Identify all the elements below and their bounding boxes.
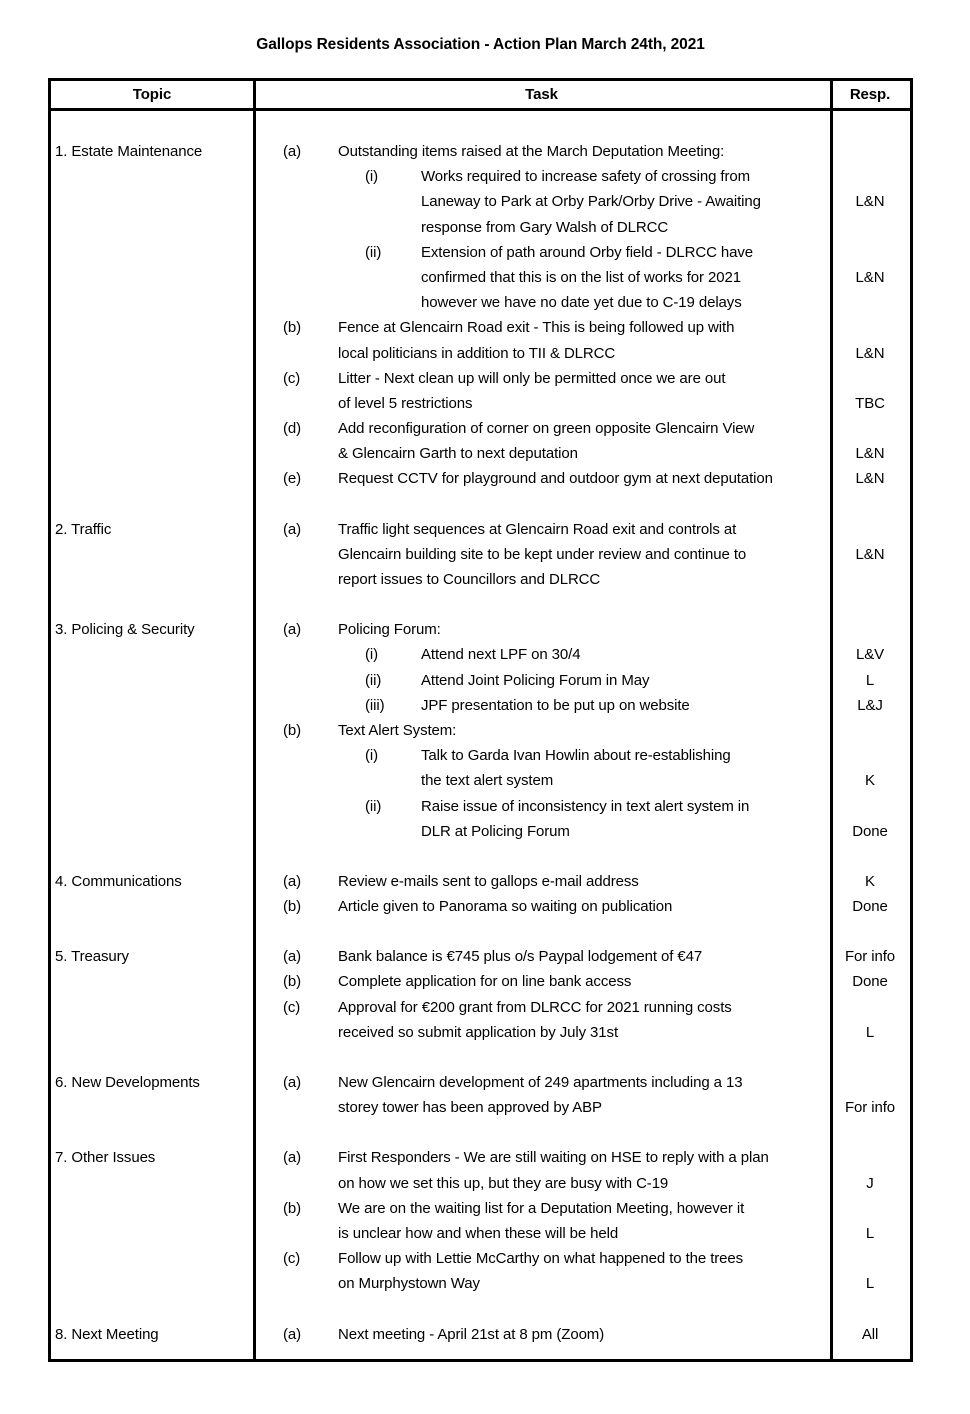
topic-cell xyxy=(51,366,253,391)
item-text: Review e-mails sent to gallops e-mail address xyxy=(338,872,639,890)
column-divider xyxy=(253,81,256,1359)
table-row xyxy=(51,869,910,894)
item-marker: (ii) xyxy=(365,797,382,815)
item-marker: (a) xyxy=(283,1074,302,1091)
task-cell xyxy=(253,517,830,542)
topic-cell xyxy=(51,794,253,819)
task-cell xyxy=(253,1221,830,1246)
table-row xyxy=(51,1070,910,1095)
topic-cell xyxy=(51,617,253,642)
task-cell xyxy=(253,1020,830,1045)
resp-cell xyxy=(830,1246,910,1271)
topic-label: 2. Traffic xyxy=(55,520,112,538)
task-cell xyxy=(253,668,830,693)
resp-cell xyxy=(830,1322,910,1347)
task-cell xyxy=(253,894,830,919)
task-cell xyxy=(253,718,830,743)
topic-cell xyxy=(51,995,253,1020)
item-marker: (c) xyxy=(283,369,301,387)
table-row xyxy=(51,768,910,793)
topic-cell xyxy=(51,718,253,743)
task-cell xyxy=(253,542,830,567)
table-row xyxy=(51,1145,910,1170)
resp-cell xyxy=(830,189,910,214)
task-cell xyxy=(253,1246,830,1271)
task-cell xyxy=(253,944,830,969)
item-text: Follow up with Lettie McCarthy on what happened to the trees xyxy=(338,1250,744,1268)
item-text: however we have no date yet due to C-19 delays xyxy=(421,294,742,312)
item-text: Request CCTV for playground and outdoor gym at next deputation xyxy=(338,470,773,488)
resp-cell xyxy=(830,642,910,667)
table-row xyxy=(51,441,910,466)
resp-cell xyxy=(830,1171,910,1196)
task-cell xyxy=(253,341,830,366)
task-cell xyxy=(253,1095,830,1120)
spacer-row xyxy=(51,844,910,869)
table-row xyxy=(51,1020,910,1045)
resp-cell xyxy=(830,240,910,265)
task-cell xyxy=(253,693,830,718)
table-row xyxy=(51,315,910,340)
resp-value: Done xyxy=(852,973,888,991)
task-cell xyxy=(253,189,830,214)
item-text: Talk to Garda Ivan Howlin about re-establishing xyxy=(421,747,731,765)
task-cell xyxy=(253,969,830,994)
item-text: & Glencairn Garth to next deputation xyxy=(338,445,578,463)
resp-cell xyxy=(830,1020,910,1045)
topic-cell xyxy=(51,969,253,994)
item-text: on Murphystown Way xyxy=(338,1275,480,1293)
resp-cell xyxy=(830,1145,910,1170)
resp-cell xyxy=(830,944,910,969)
item-text: First Responders - We are still waiting on HSE to reply with a plan xyxy=(338,1149,769,1167)
topic-cell xyxy=(51,290,253,315)
item-marker: (b) xyxy=(283,721,302,739)
task-cell xyxy=(253,164,830,189)
topic-label: 3. Policing & Security xyxy=(55,621,195,639)
resp-cell xyxy=(830,819,910,844)
topic-label: 5. Treasury xyxy=(55,948,129,966)
resp-cell xyxy=(830,1196,910,1221)
table-row xyxy=(51,718,910,743)
resp-cell xyxy=(830,718,910,743)
task-cell xyxy=(253,1322,830,1347)
spacer-row xyxy=(51,1045,910,1070)
task-cell xyxy=(253,441,830,466)
table-row xyxy=(51,1322,910,1347)
item-marker: (iii) xyxy=(365,696,385,714)
item-marker: (b) xyxy=(283,973,302,991)
topic-cell xyxy=(51,139,253,164)
topic-cell xyxy=(51,441,253,466)
resp-value: L&N xyxy=(855,445,885,463)
resp-cell xyxy=(830,290,910,315)
table-row xyxy=(51,341,910,366)
table-row xyxy=(51,969,910,994)
resp-cell xyxy=(830,366,910,391)
topic-cell xyxy=(51,240,253,265)
task-cell xyxy=(253,240,830,265)
resp-cell xyxy=(830,894,910,919)
topic-cell xyxy=(51,315,253,340)
item-text: Approval for €200 grant from DLRCC for 2021 running costs xyxy=(338,998,732,1016)
header-resp: Resp. xyxy=(849,86,891,103)
task-cell xyxy=(253,642,830,667)
item-text: Outstanding items raised at the March Deputation Meeting: xyxy=(338,143,725,160)
resp-value: L&N xyxy=(855,193,885,211)
topic-cell xyxy=(51,567,253,592)
resp-cell xyxy=(830,1221,910,1246)
topic-cell xyxy=(51,542,253,567)
resp-value: L&N xyxy=(855,268,885,286)
topic-label: 6. New Developments xyxy=(55,1074,200,1091)
topic-cell xyxy=(51,1271,253,1296)
item-text: Policing Forum: xyxy=(338,621,441,639)
table-row xyxy=(51,1246,910,1271)
item-text: Litter - Next clean up will only be permitted once we are out xyxy=(338,369,726,387)
item-text: Extension of path around Orby field - DLRCC have xyxy=(421,243,754,261)
task-cell xyxy=(253,567,830,592)
item-text: DLR at Policing Forum xyxy=(421,822,570,840)
table-row xyxy=(51,1095,910,1120)
topic-cell xyxy=(51,1145,253,1170)
resp-cell xyxy=(830,869,910,894)
task-cell xyxy=(253,617,830,642)
task-cell xyxy=(253,869,830,894)
topic-label: 7. Other Issues xyxy=(55,1149,156,1167)
table-row xyxy=(51,416,910,441)
table-row xyxy=(51,1171,910,1196)
resp-value: J xyxy=(866,1174,874,1192)
table-row xyxy=(51,668,910,693)
resp-value: K xyxy=(865,872,875,890)
item-text: Laneway to Park at Orby Park/Orby Drive - Awaiting xyxy=(421,193,761,211)
header-task: Task xyxy=(525,86,558,103)
topic-cell xyxy=(51,642,253,667)
topic-cell xyxy=(51,416,253,441)
topic-cell xyxy=(51,1095,253,1120)
page-title: Gallops Residents Association - Action Plan March 24th, 2021 xyxy=(256,36,705,53)
table-row xyxy=(51,794,910,819)
item-marker: (i) xyxy=(365,168,379,186)
topic-cell xyxy=(51,1020,253,1045)
topic-cell xyxy=(51,668,253,693)
task-cell xyxy=(253,265,830,290)
topic-cell xyxy=(51,1322,253,1347)
table-row xyxy=(51,1271,910,1296)
table-row xyxy=(51,189,910,214)
table-row xyxy=(51,517,910,542)
topic-label: 4. Communications xyxy=(55,872,182,890)
table-row xyxy=(51,391,910,416)
item-text: received so submit application by July 31st xyxy=(338,1023,619,1041)
item-text: JPF presentation to be put up on website xyxy=(421,696,690,714)
item-marker: (a) xyxy=(283,948,302,966)
topic-cell xyxy=(51,743,253,768)
resp-cell xyxy=(830,164,910,189)
item-text: Attend Joint Policing Forum in May xyxy=(421,671,650,689)
item-marker: (a) xyxy=(283,621,302,639)
item-marker: (a) xyxy=(283,143,302,160)
table-row xyxy=(51,995,910,1020)
table-header-row xyxy=(51,81,910,111)
header-topic: Topic xyxy=(132,86,172,103)
table-row xyxy=(51,642,910,667)
resp-value: L&N xyxy=(855,344,885,362)
resp-cell xyxy=(830,542,910,567)
resp-cell xyxy=(830,768,910,793)
topic-cell xyxy=(51,693,253,718)
item-text: Glencairn building site to be kept under review and continue to xyxy=(338,545,747,563)
table-row xyxy=(51,139,910,164)
resp-value: All xyxy=(861,1325,879,1343)
table-row xyxy=(51,466,910,491)
item-marker: (c) xyxy=(283,998,301,1016)
topic-cell xyxy=(51,768,253,793)
spacer-row xyxy=(51,1120,910,1145)
task-cell xyxy=(253,794,830,819)
resp-value: For info xyxy=(844,1099,896,1117)
table-row xyxy=(51,265,910,290)
item-text: Add reconfiguration of corner on green opposite Glencairn View xyxy=(338,420,755,438)
topic-cell xyxy=(51,517,253,542)
resp-cell xyxy=(830,995,910,1020)
item-marker: (a) xyxy=(283,872,302,890)
table-row xyxy=(51,542,910,567)
task-cell xyxy=(253,315,830,340)
topic-cell xyxy=(51,1221,253,1246)
topic-label: 1. Estate Maintenance xyxy=(55,143,203,160)
resp-value: L&J xyxy=(857,696,883,714)
item-text: Raise issue of inconsistency in text alert system in xyxy=(421,797,750,815)
table-row xyxy=(51,944,910,969)
resp-cell xyxy=(830,794,910,819)
resp-cell xyxy=(830,693,910,718)
task-cell xyxy=(253,290,830,315)
resp-cell xyxy=(830,1271,910,1296)
item-marker: (b) xyxy=(283,898,302,916)
item-marker: (b) xyxy=(283,319,302,337)
item-marker: (a) xyxy=(283,1149,302,1167)
task-cell xyxy=(253,215,830,240)
topic-cell xyxy=(51,819,253,844)
item-marker: (a) xyxy=(283,1325,302,1343)
resp-value: For info xyxy=(844,948,896,966)
table-row xyxy=(51,617,910,642)
spacer-row xyxy=(51,919,910,944)
topic-cell xyxy=(51,1070,253,1095)
item-marker: (ii) xyxy=(365,671,382,689)
resp-value: L xyxy=(865,1023,875,1041)
resp-value: TBC xyxy=(855,394,885,412)
table-row xyxy=(51,240,910,265)
table-row xyxy=(51,1196,910,1221)
item-text: confirmed that this is on the list of works for 2021 xyxy=(421,268,741,286)
item-marker: (i) xyxy=(365,747,379,765)
resp-cell xyxy=(830,391,910,416)
table-row xyxy=(51,894,910,919)
task-cell xyxy=(253,466,830,491)
resp-value: Done xyxy=(852,898,888,916)
item-marker: (a) xyxy=(283,520,302,538)
item-text: response from Gary Walsh of DLRCC xyxy=(421,218,669,236)
item-text: Article given to Panorama so waiting on publication xyxy=(338,898,673,916)
item-text: We are on the waiting list for a Deputation Meeting, however it xyxy=(338,1199,745,1217)
item-marker: (d) xyxy=(283,420,302,438)
resp-cell xyxy=(830,1070,910,1095)
resp-cell xyxy=(830,567,910,592)
task-cell xyxy=(253,743,830,768)
task-cell xyxy=(253,995,830,1020)
item-text: Fence at Glencairn Road exit - This is being followed up with xyxy=(338,319,735,337)
item-text: Attend next LPF on 30/4 xyxy=(421,646,581,664)
item-text: local politicians in addition to TII & DLRCC xyxy=(338,344,616,362)
table-row xyxy=(51,290,910,315)
item-text: Complete application for on line bank access xyxy=(338,973,632,991)
topic-cell xyxy=(51,341,253,366)
topic-cell xyxy=(51,164,253,189)
task-cell xyxy=(253,819,830,844)
resp-cell xyxy=(830,1095,910,1120)
item-marker: (b) xyxy=(283,1199,302,1217)
item-text: Bank balance is €745 plus o/s Paypal lodgement of €47 xyxy=(338,948,703,966)
item-text: report issues to Councillors and DLRCC xyxy=(338,571,601,588)
task-cell xyxy=(253,1271,830,1296)
table-row xyxy=(51,366,910,391)
table-row xyxy=(51,693,910,718)
resp-value: L xyxy=(865,1275,875,1293)
topic-cell xyxy=(51,869,253,894)
resp-cell xyxy=(830,466,910,491)
task-cell xyxy=(253,366,830,391)
table-body xyxy=(51,111,910,1347)
resp-value: L xyxy=(865,671,875,689)
item-text: Works required to increase safety of crossing from xyxy=(421,168,751,186)
task-cell xyxy=(253,1171,830,1196)
task-cell xyxy=(253,416,830,441)
table-row xyxy=(51,567,910,592)
task-cell xyxy=(253,391,830,416)
item-text: is unclear how and when these will be held xyxy=(338,1224,619,1242)
resp-cell xyxy=(830,668,910,693)
topic-cell xyxy=(51,189,253,214)
topic-cell xyxy=(51,215,253,240)
task-cell xyxy=(253,139,830,164)
item-marker: (e) xyxy=(283,470,302,488)
resp-cell xyxy=(830,416,910,441)
item-text: New Glencairn development of 249 apartments including a 13 xyxy=(338,1074,743,1091)
resp-value: Done xyxy=(852,822,888,840)
resp-value: L&V xyxy=(855,646,885,664)
resp-value: L&N xyxy=(855,545,885,563)
item-marker: (i) xyxy=(365,646,379,664)
item-text: Text Alert System: xyxy=(338,721,457,739)
topic-cell xyxy=(51,391,253,416)
resp-cell xyxy=(830,139,910,164)
spacer-row xyxy=(51,492,910,517)
table-row xyxy=(51,164,910,189)
action-plan-table xyxy=(48,78,913,1362)
item-text: of level 5 restrictions xyxy=(338,394,473,412)
item-text: on how we set this up, but they are busy with C-19 xyxy=(338,1174,669,1192)
resp-cell xyxy=(830,441,910,466)
resp-cell xyxy=(830,341,910,366)
item-text: the text alert system xyxy=(421,772,554,790)
resp-cell xyxy=(830,215,910,240)
topic-cell xyxy=(51,1246,253,1271)
table-row xyxy=(51,1221,910,1246)
task-cell xyxy=(253,768,830,793)
table-row xyxy=(51,215,910,240)
task-cell xyxy=(253,1196,830,1221)
item-text: Traffic light sequences at Glencairn Road exit and controls at xyxy=(338,520,737,538)
resp-cell xyxy=(830,617,910,642)
item-text: Next meeting - April 21st at 8 pm (Zoom) xyxy=(338,1325,605,1343)
resp-value: K xyxy=(865,772,875,790)
resp-cell xyxy=(830,743,910,768)
topic-cell xyxy=(51,1196,253,1221)
item-marker: (ii) xyxy=(365,243,382,261)
task-cell xyxy=(253,1070,830,1095)
table-row xyxy=(51,743,910,768)
item-text: storey tower has been approved by ABP xyxy=(338,1099,602,1117)
resp-value: L&N xyxy=(855,470,885,488)
resp-cell xyxy=(830,315,910,340)
spacer-row xyxy=(51,1297,910,1322)
column-divider xyxy=(830,81,833,1359)
spacer-row xyxy=(51,592,910,617)
topic-cell xyxy=(51,1171,253,1196)
resp-cell xyxy=(830,517,910,542)
table-row xyxy=(51,819,910,844)
resp-cell xyxy=(830,969,910,994)
resp-value: L xyxy=(865,1224,875,1242)
topic-cell xyxy=(51,944,253,969)
task-cell xyxy=(253,1145,830,1170)
topic-cell xyxy=(51,466,253,491)
item-marker: (c) xyxy=(283,1250,301,1268)
topic-label: 8. Next Meeting xyxy=(55,1325,159,1343)
resp-cell xyxy=(830,265,910,290)
topic-cell xyxy=(51,894,253,919)
topic-cell xyxy=(51,265,253,290)
